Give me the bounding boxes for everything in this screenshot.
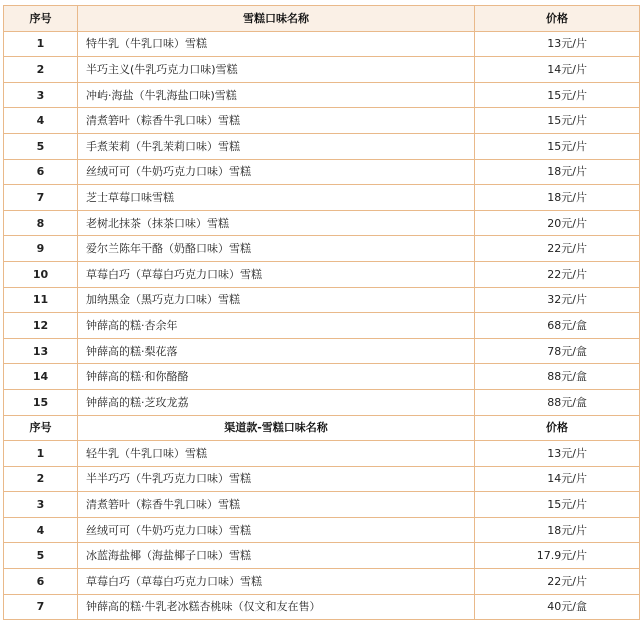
- table-row: [4, 287, 640, 313]
- row-price: 15元/片: [475, 108, 640, 134]
- table-row: [4, 466, 640, 492]
- price-table: [3, 5, 640, 620]
- table-row: [4, 133, 640, 159]
- row-flavor-name: 钟薛高的糕·和你酪酪: [78, 364, 475, 390]
- row-flavor-name: 清煮箬叶（粽香牛乳口味）雪糕: [78, 108, 475, 134]
- row-price: 68元/盒: [475, 313, 640, 339]
- table1-header-row: [4, 6, 640, 32]
- row-flavor-name: 老树北抹茶（抹茶口味）雪糕: [78, 210, 475, 236]
- table-row: [4, 261, 640, 287]
- row-index: 7: [4, 594, 78, 620]
- row-index: 15: [4, 389, 78, 415]
- table-row: [4, 82, 640, 108]
- table-row: [4, 569, 640, 595]
- row-index: 9: [4, 236, 78, 262]
- row-flavor-name: 加纳黑金（黑巧克力口味）雪糕: [78, 287, 475, 313]
- row-index: 8: [4, 210, 78, 236]
- row-index: 14: [4, 364, 78, 390]
- row-flavor-name: 钟薛高的糕·牛乳老冰糕杏桃味（仅文和友在售）: [78, 594, 475, 620]
- table-row: [4, 338, 640, 364]
- table-row: [4, 236, 640, 262]
- row-price: 17.9元/片: [475, 543, 640, 569]
- row-price: 15元/片: [475, 82, 640, 108]
- table2-header-row: [4, 415, 640, 441]
- table-row: [4, 31, 640, 57]
- table-row: [4, 108, 640, 134]
- row-index: 5: [4, 543, 78, 569]
- row-flavor-name: 钟薛高的糕·梨花落: [78, 338, 475, 364]
- row-price: 13元/片: [475, 441, 640, 467]
- row-index: 11: [4, 287, 78, 313]
- header-index: 序号: [4, 6, 78, 32]
- table-row: [4, 159, 640, 185]
- row-index: 1: [4, 31, 78, 57]
- row-price: 18元/片: [475, 159, 640, 185]
- row-index: 12: [4, 313, 78, 339]
- row-price: 88元/盒: [475, 389, 640, 415]
- row-flavor-name: 特牛乳（牛乳口味）雪糕: [78, 31, 475, 57]
- row-flavor-name: 半巧主义(牛乳巧克力口味)雪糕: [78, 57, 475, 83]
- row-price: 32元/片: [475, 287, 640, 313]
- row-flavor-name: 冰蓝海盐椰（海盐椰子口味）雪糕: [78, 543, 475, 569]
- row-price: 20元/片: [475, 210, 640, 236]
- row-price: 78元/盒: [475, 338, 640, 364]
- table-row: [4, 517, 640, 543]
- table-row: [4, 313, 640, 339]
- row-price: 14元/片: [475, 57, 640, 83]
- row-flavor-name: 钟薛高的糕·芝玫龙荔: [78, 389, 475, 415]
- row-price: 13元/片: [475, 31, 640, 57]
- table-row: [4, 57, 640, 83]
- row-price: 18元/片: [475, 517, 640, 543]
- row-flavor-name: 草莓白巧（草莓白巧克力口味）雪糕: [78, 261, 475, 287]
- table-row: [4, 543, 640, 569]
- row-price: 14元/片: [475, 466, 640, 492]
- row-price: 18元/片: [475, 185, 640, 211]
- row-index: 2: [4, 466, 78, 492]
- table-row: [4, 441, 640, 467]
- row-flavor-name: 手煮茉莉（牛乳茉莉口味）雪糕: [78, 133, 475, 159]
- row-flavor-name: 冲屿·海盐（牛乳海盐口味)雪糕: [78, 82, 475, 108]
- table-row: [4, 364, 640, 390]
- row-index: 4: [4, 517, 78, 543]
- row-index: 2: [4, 57, 78, 83]
- row-flavor-name: 丝绒可可（牛奶巧克力口味）雪糕: [78, 517, 475, 543]
- row-flavor-name: 芝士草莓口味雪糕: [78, 185, 475, 211]
- row-index: 6: [4, 159, 78, 185]
- row-index: 4: [4, 108, 78, 134]
- row-flavor-name: 清煮箬叶（粽香牛乳口味）雪糕: [78, 492, 475, 518]
- table-row: [4, 492, 640, 518]
- row-price: 22元/片: [475, 236, 640, 262]
- row-index: 6: [4, 569, 78, 595]
- table-row: [4, 185, 640, 211]
- table-row: [4, 210, 640, 236]
- header-name: 雪糕口味名称: [78, 6, 475, 32]
- row-index: 5: [4, 133, 78, 159]
- row-index: 1: [4, 441, 78, 467]
- row-flavor-name: 半半巧巧（牛乳巧克力口味）雪糕: [78, 466, 475, 492]
- header-index: 序号: [4, 415, 78, 441]
- row-index: 3: [4, 492, 78, 518]
- row-price: 22元/片: [475, 569, 640, 595]
- row-index: 7: [4, 185, 78, 211]
- table-row: [4, 594, 640, 620]
- row-flavor-name: 轻牛乳（牛乳口味）雪糕: [78, 441, 475, 467]
- row-flavor-name: 草莓白巧（草莓白巧克力口味）雪糕: [78, 569, 475, 595]
- row-price: 40元/盒: [475, 594, 640, 620]
- row-flavor-name: 丝绒可可（牛奶巧克力口味）雪糕: [78, 159, 475, 185]
- table-row: [4, 389, 640, 415]
- row-price: 15元/片: [475, 133, 640, 159]
- row-index: 3: [4, 82, 78, 108]
- header-name: 渠道款-雪糕口味名称: [78, 415, 475, 441]
- row-flavor-name: 爱尔兰陈年干酪（奶酪口味）雪糕: [78, 236, 475, 262]
- row-price: 15元/片: [475, 492, 640, 518]
- row-price: 22元/片: [475, 261, 640, 287]
- row-index: 13: [4, 338, 78, 364]
- row-index: 10: [4, 261, 78, 287]
- header-price: 价格: [475, 415, 640, 441]
- header-price: 价格: [475, 6, 640, 32]
- row-price: 88元/盒: [475, 364, 640, 390]
- row-flavor-name: 钟薛高的糕·杏余年: [78, 313, 475, 339]
